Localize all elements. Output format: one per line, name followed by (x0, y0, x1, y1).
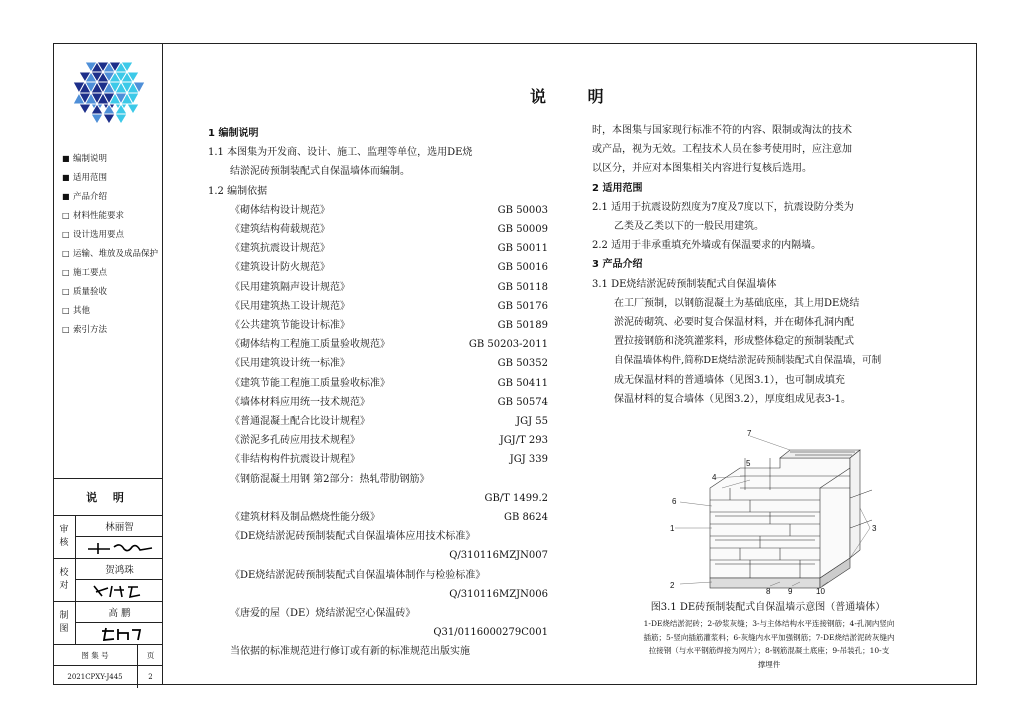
fig-label: 4 (712, 473, 717, 482)
standard-item: 《民用建筑隔声设计规范》 GB 50118 (230, 281, 548, 293)
atlas-value-row (53, 666, 163, 688)
nav-item[interactable]: □ 施工要点 (62, 268, 108, 278)
standard-item: 《普通混凝土配合比设计规程》 JGJ 55 (230, 416, 548, 428)
fig-label: 6 (672, 497, 677, 506)
standard-item: 《砌体结构设计规范》 GB 50003 (230, 204, 548, 216)
logo-icon (73, 62, 145, 124)
standard-item: 《建筑结构荷载规范》 GB 50009 (230, 224, 548, 236)
fig-label: 2 (670, 581, 675, 590)
standard-item: 《建筑设计防火规范》 GB 50016 (230, 262, 548, 274)
bullet-icon: □ (62, 325, 70, 334)
figure-legend: 1-DE烧结淤泥砖；2-砂浆灰缝；3-与主体结构水平连接钢筋；4-孔洞内竖向 插筋；5-竖向插筋灌浆料；6-灰缝内水平加强钢筋；7-DE烧结淤泥砖灰缝内 拉接钢（与水平钢筋焊接为网片）；8-钢筋混凝土底座；9-吊装孔；10-支 撑埋件 (643, 619, 895, 669)
figure-caption: 图3.1 DE砖预制装配式自保温墙示意图（普通墙体） (650, 602, 886, 613)
standards-list (208, 201, 548, 470)
nav-item[interactable]: □ 材料性能要求 (62, 211, 125, 221)
nav-item[interactable]: □ 运输、堆放及成品保护 (62, 249, 159, 259)
section-heading: 1 编制说明 (208, 128, 259, 139)
bullet-icon: □ (62, 211, 70, 220)
standard-item: 《非结构构件抗震设计规程》 JGJ 339 (230, 454, 548, 466)
standard-item: 《建筑材料及制品燃烧性能分级》 GB 8624 (230, 512, 548, 524)
bullet-icon: ■ (62, 192, 70, 201)
drafter-name: 高 鹏 (76, 602, 163, 623)
standard-item: 《建筑节能工程施工质量验收标准》 GB 50411 (230, 377, 548, 389)
drafter-row: 制 图 高 鹏 (53, 602, 163, 645)
bullet-icon: ■ (62, 173, 70, 182)
signature-proofreader (80, 582, 160, 600)
bullet-icon: □ (62, 249, 70, 258)
sidebar-nav (62, 153, 162, 343)
signature-reviewer (80, 539, 160, 557)
bullet-icon: □ (62, 230, 70, 239)
standard-item: 《民用建筑设计统一标准》 GB 50352 (230, 358, 548, 370)
standard-item: 《墙体材料应用统一技术规范》 GB 50574 (230, 396, 548, 408)
review-row: 审 核 林丽智 (53, 516, 163, 559)
title-block (53, 478, 163, 688)
sheet-title: 说 明 (53, 479, 163, 516)
fig-label: 5 (746, 459, 751, 468)
bullet-icon: ■ (62, 154, 70, 163)
standard-item: 《民用建筑热工设计规范》 GB 50176 (230, 300, 548, 312)
standard-item: 《建筑抗震设计规范》 GB 50011 (230, 243, 548, 255)
fig-label: 10 (816, 587, 825, 596)
nav-item[interactable]: □ 设计选用要点 (62, 230, 125, 240)
page-number: 2 (148, 673, 153, 681)
text-column-right: 时，本图集与国家现行标准不符的内容、限制或淘汰的技术 或产品，视为无效。工程技术人员在参考使用时，应注意加 以区分，并应对本图集相关内容进行复核后选用。 2 适用范围 2.1 适用于抗震设防烈度为7度及7度以下，抗震设防分类为 乙类及乙类以下的一般民用建筑。 2.2 适用于非承重填充外墙或有保温要求的内隔墙。 3 产品介绍 3.1 DE烧结淤泥砖预制装配式自保温墙体 在工厂预制，以钢筋混凝土为基础底座，其上用DE烧结 淤泥砖砌筑、必要时复合保温材料，并在砌体孔洞内配 置拉接钢筋和浇筑灌浆料，形成整体稳定的预制装配式 自保温墙体构件,简称DE烧结淤泥砖预制装配式自保温墙，可制 成无保温材料的普通墙体（见图3.1），也可制成填充 保温材料的复合墙体（见图3.2），厚度组成见表3-1。 (592, 121, 932, 409)
signature-drafter (80, 625, 160, 643)
proofread-row: 校 对 贺鸿珠 (53, 559, 163, 602)
page-title: 说 明 (530, 87, 622, 106)
section-heading: 2 适用范围 (592, 182, 643, 194)
bullet-icon: □ (62, 306, 70, 315)
nav-item[interactable]: ■ 适用范围 (62, 173, 108, 183)
atlas-header-row: 图 集 号 页 (53, 645, 163, 666)
fig-label: 8 (766, 587, 771, 596)
section-heading: 3 产品介绍 (592, 259, 643, 271)
fig-label: 9 (788, 587, 793, 596)
nav-item[interactable]: ■ 编制说明 (62, 154, 108, 164)
standard-item: 《淤泥多孔砖应用技术规程》 JGJ/T 293 (230, 435, 548, 447)
wall-diagram (650, 428, 882, 596)
fig-label: 7 (747, 429, 752, 438)
nav-item[interactable]: ■ 产品介绍 (62, 192, 108, 202)
standard-item: 《砌体结构工程施工质量验收规范》 GB 50203-2011 (230, 339, 548, 351)
nav-item[interactable]: □ 索引方法 (62, 325, 108, 335)
proofreader-name: 贺鸿珠 (76, 559, 163, 580)
nav-item[interactable]: □ 质量验收 (62, 287, 108, 297)
fig-label: 1 (670, 524, 675, 533)
atlas-number: 2021CPXY-J445 (53, 666, 138, 688)
reviewer-name: 林丽智 (76, 516, 163, 537)
nav-item[interactable]: □ 其他 (62, 306, 91, 316)
bullet-icon: □ (62, 268, 70, 277)
standard-item: 《公共建筑节能设计标准》 GB 50189 (230, 320, 548, 332)
fig-label: 3 (872, 524, 877, 533)
text-column-left: 1 编制说明 1.1 本图集为开发商、设计、施工、监理等单位，选用DE烧 结淤泥砖预制装配式自保温墙体而编制。 1.2 编制依据 《砌体结构设计规范》 GB 50003 《建筑结构荷载规范》 GB 50009 《建筑抗震设计规范》 GB 50011 《建筑设计防火规范》 GB 50016 《民用建筑隔声设计规范》 GB 50118 《民用建筑热工设计规范》 GB 50176 《公共建筑节能设计标准》 GB 50189 《砌体结构工程施工质量验收规范》 GB 50203-2011 《民用建筑设计统一标准》 GB 50352 《建筑节能工程施工质量验收标准》 GB 50411 《墙体材料应用统一技术规范》 GB 50574 《普通混凝土配合比设计规程》 JGJ 55 《淤泥多孔砖应用技术规程》 JGJ/T 293 《非结构构件抗震设计规程》 JGJ 339 《钢筋混凝土用钢 第2部分：热轧带肋钢筋》 GB/T 1499.2 《建筑材料及制品燃烧性能分级》 GB 8624 《DE烧结淤泥砖预制装配式自保温墙体应用技术标准》 Q/310116MZJN007 《DE烧结淤泥砖预制装配式自保温墙体制作与检验标准》 Q/310116MZJN006 《唐爱的屋（DE）烧结淤泥空心保温砖》 Q31/0116000279C001 当依据的标准规范进行修订或有新的标准规范出版实施 (208, 124, 548, 662)
bullet-icon: □ (62, 287, 70, 296)
